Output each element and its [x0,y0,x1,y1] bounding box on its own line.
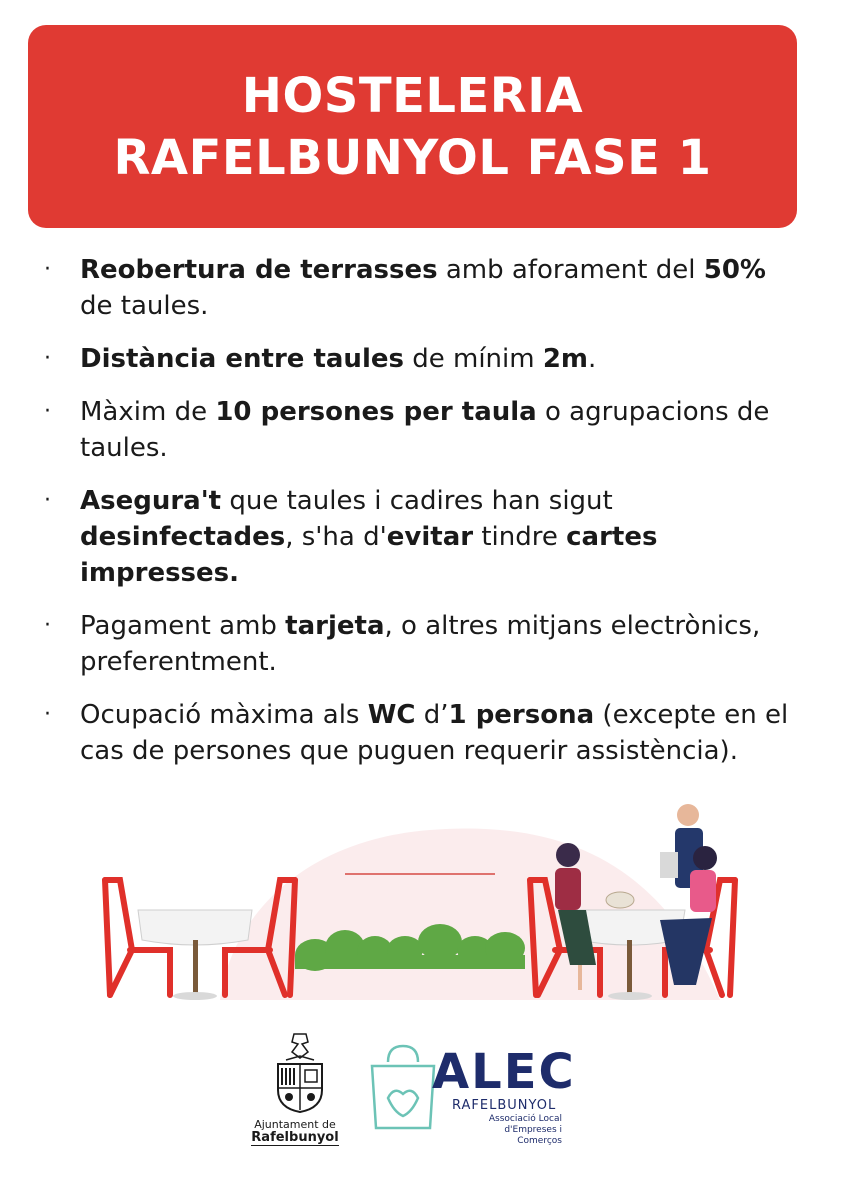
rule-item [44,252,804,324]
bullet-dot: · [44,346,51,371]
logos-area [0,1030,842,1180]
rule-text: . [588,344,597,374]
terrace-illustration [100,800,760,1010]
title-line-1: HOSTELERIA [241,67,584,124]
rule-text-bold: tarjeta [285,611,385,641]
rule-text: o agrupacions de taules. [80,397,770,463]
rule-text: Pagament amb [80,611,286,641]
rule-text: Màxim de [80,397,216,427]
rule-text-bold: 50% [703,255,766,285]
title-banner [28,25,797,228]
rule-text-bold: 10 persones per taula [215,397,537,427]
alec-town: RAFELBUNYOL [452,1098,557,1113]
rule-text-bold: cartes impresses. [80,522,658,588]
rule-item [44,394,804,466]
rule-text: de taules. [80,291,209,321]
alec-logo-text: ALEC [432,1044,576,1100]
rule-text-bold: Asegura't [80,486,222,516]
rule-text-bold: Distància entre taules [80,344,404,374]
ayuntamiento-label [240,1118,350,1144]
rule-item [44,608,804,680]
bullet-dot: · [44,488,51,513]
rule-item [44,341,804,377]
rule-text-bold: 1 persona [448,700,595,730]
bullet-dot: · [44,702,51,727]
rule-text-bold: 2m [542,344,589,374]
alec-description [470,1114,562,1147]
rules-list [44,252,804,786]
rule-text: , o altres mitjans electrònics, preferentment. [80,611,761,677]
bullet-dot: · [44,399,51,424]
title-line-2: RAFELBUNYOL FASE 1 [113,129,712,186]
rule-text: tindre [473,522,567,552]
ayuntamiento-shield-icon [272,1032,328,1114]
alec-desc-line-2: d'Empreses i Comerços [504,1125,562,1146]
rule-text: d’ [415,700,449,730]
bullet-dot: · [44,613,51,638]
rule-text-bold: Reobertura de terrasses [80,255,438,285]
rule-text: , s'ha d' [285,522,387,552]
rule-text-bold: desinfectades [80,522,286,552]
alec-desc-line-1: Associació Local [488,1114,562,1124]
bullet-dot: · [44,257,51,282]
rule-item [44,697,804,769]
rule-text: que taules i cadires han sigut [221,486,613,516]
ayuntamiento-line-2: Rafelbunyol [251,1130,339,1145]
rule-text: de mínim [403,344,543,374]
rule-text: (excepte en el cas de persones que puguen requerir assistència). [80,700,789,766]
rule-text-bold: WC [367,700,416,730]
rule-text: Ocupació màxima als [80,700,368,730]
alec-bag-icon [368,1042,438,1132]
rule-text-bold: evitar [386,522,474,552]
ayuntamiento-line-1: Ajuntament de [254,1118,336,1131]
rule-item [44,483,804,591]
rule-text: amb aforament del [437,255,704,285]
